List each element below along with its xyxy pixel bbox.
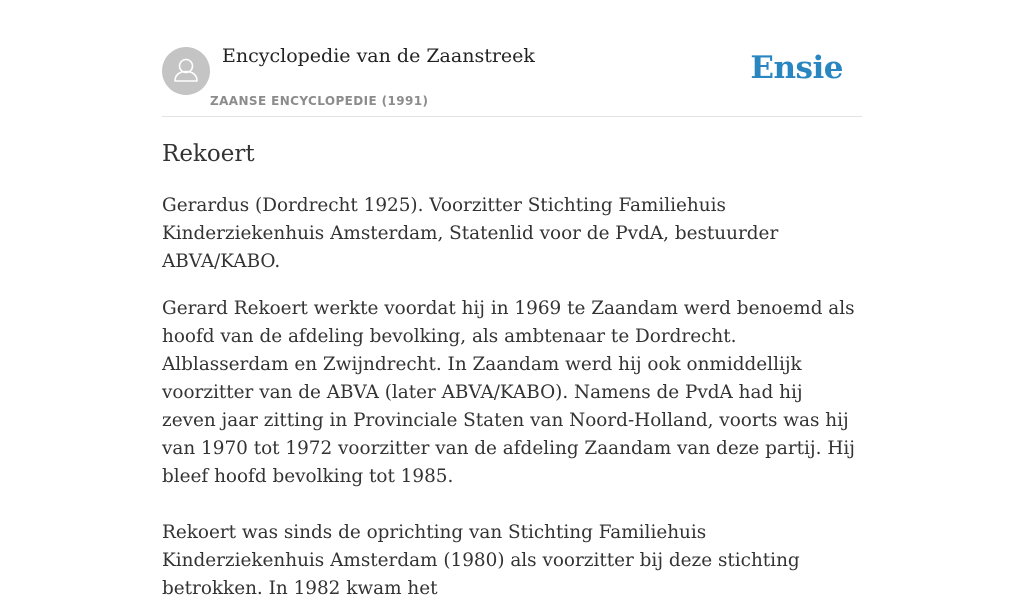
source-header bbox=[162, 44, 862, 117]
article-body bbox=[162, 138, 862, 603]
user-placeholder-icon bbox=[162, 47, 210, 95]
source-title-link[interactable]: Encyclopedie van de Zaanstreek bbox=[222, 45, 535, 67]
source-avatar[interactable] bbox=[162, 47, 210, 95]
article-paragraph: Gerardus (Dordrecht 1925). Voorzitter Stichting Familiehuis Kinderziekenhuis Amsterdam, Statenlid voor de PvdA, bestuurder ABVA/KABO. bbox=[162, 195, 779, 272]
article-paragraph: Gerard Rekoert werkte voordat hij in 1969 te Zaandam werd benoemd als hoofd van de afdeling bevolking, als ambtenaar te Dordrecht. Alblasserdam en Zwijndrecht. In Zaandam werd hij ook onmiddellijk voorzitter van de ABVA (later ABVA/KABO). Namens de PvdA had hij zeven jaar zitting in Provinciale Staten van Noord-Holland, voorts was hij van 1970 tot 1972 voorzitter van de afdeling Zaandam van deze partij. Hij bleef hoofd bevolking tot 1985. bbox=[162, 298, 855, 487]
source-subtitle: ZAANSE ENCYCLOPEDIE (1991) bbox=[210, 94, 429, 108]
article-title: Rekoert bbox=[162, 141, 255, 167]
ensie-logo[interactable]: Ensie bbox=[750, 50, 843, 86]
article-paragraph: Rekoert was sinds de oprichting van Stichting Familiehuis Kinderziekenhuis Amsterdam (1980) als voorzitter bij deze stichting betrokken. In 1982 kwam het bbox=[162, 522, 800, 599]
